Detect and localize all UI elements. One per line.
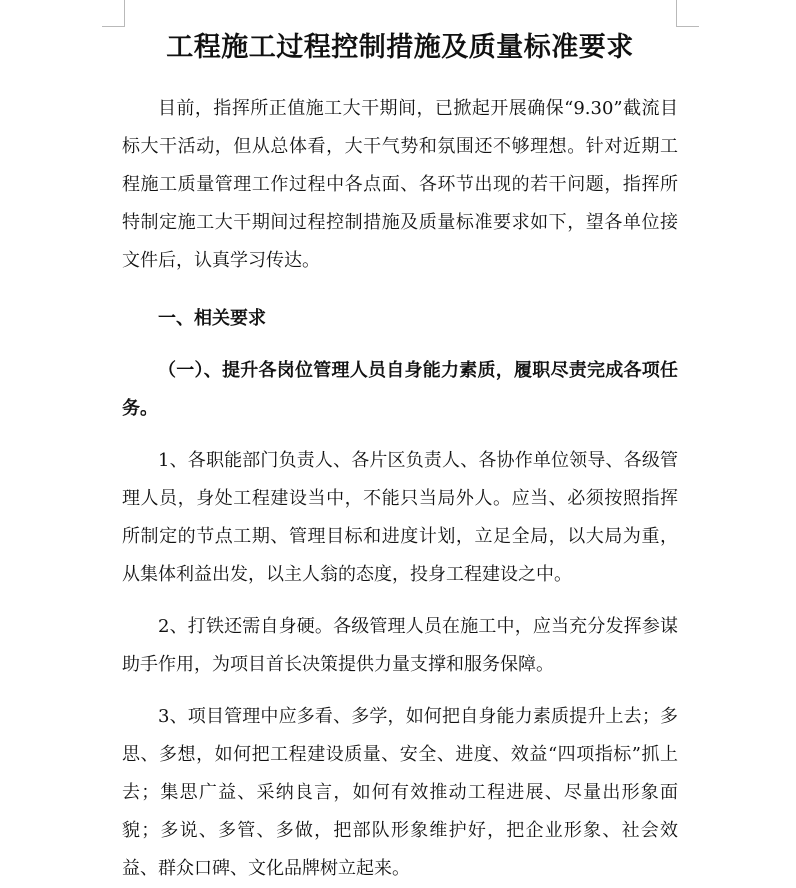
subsection-heading: （一）、提升各岗位管理人员自身能力素质，履职尽责完成各项任务。	[122, 360, 678, 419]
section-heading: 一、相关要求	[158, 308, 266, 329]
list-item-1: 1、各职能部门负责人、各片区负责人、各协作单位领导、各级管理人员，身处工程建设当中，不能只当局外人。应当、必须按照指挥所制定的节点工期、管理目标和进度计划，立足全局，以大局为重，从集体利益出发，以主人翁的态度，投身工程建设之中。	[122, 450, 678, 585]
intro-paragraph: 目前，指挥所正值施工大干期间，已掀起开展确保“9.30”截流目标大干活动，但从总体看，大干气势和氛围还不够理想。针对近期工程施工质量管理工作过程中各点面、各环节出现的若干问题，指挥所特制定施工大干期间过程控制措施及质量标准要求如下，望各单位接文件后，认真学习传达。	[122, 98, 678, 271]
document-title: 工程施工过程控制措施及质量标准要求	[166, 32, 634, 63]
crop-mark-top-right	[676, 0, 699, 27]
list-item-2: 2、打铁还需自身硬。各级管理人员在施工中，应当充分发挥参谋助手作用，为项目首长决策提供力量支撑和服务保障。	[122, 616, 678, 675]
list-item-3: 3、项目管理中应多看、多学，如何把自身能力素质提升上去；多思、多想，如何把工程建设质量、安全、进度、效益“四项指标”抓上去；集思广益、采纳良言，如何有效推动工程进展、尽量出形象面貌；多说、多管、多做，把部队形象维护好，把企业形象、社会效益、群众口碑、文化品牌树立起来。	[122, 706, 678, 879]
crop-mark-top-left	[102, 0, 125, 27]
document-body	[122, 26, 678, 888]
